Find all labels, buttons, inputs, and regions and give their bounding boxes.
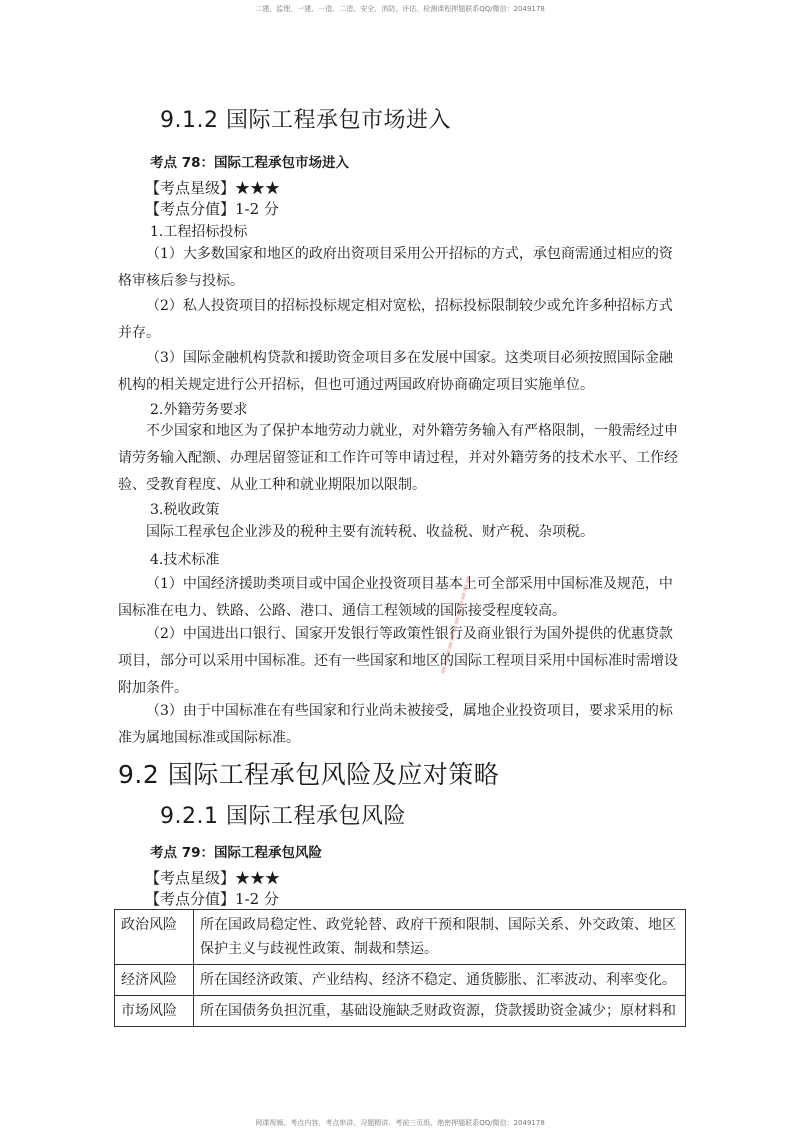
- risk-category-cell: 经济风险: [115, 965, 194, 996]
- paragraph-s1-3: （3）国际金融机构贷款和援助资金项目多在发展中国家。这类项目必须按照国际金融机构的相关规定进行公开招标，但也可通过两国政府协商确定项目实施单位。: [118, 350, 673, 393]
- paragraph-s3-1: 国际工程承包企业涉及的税种主要有流转税、收益税、财产税、杂项税。: [146, 524, 594, 540]
- risk-category-cell: 政治风险: [115, 910, 194, 965]
- watermark-mark: ▬▬▬▬▬▬▬▬▬▬▬▬: [437, 574, 475, 676]
- paragraph-s2-1: 不少国家和地区为了保护本地劳动力就业，对外籍劳务输入有严格限制，一般需经过申请劳务输入配额、办理居留签证和工作许可等申请过程，并对外籍劳务的技术水平、工作经验、受教育程度、从业工种和就业期限加以限制。: [118, 423, 678, 493]
- paragraph-s4-1: （1）中国经济援助类项目或中国企业投资项目基本上可全部采用中国标准及规范，中国标准在电力、铁路、公路、港口、通信工程领域的国际接受程度较高。: [118, 576, 673, 619]
- kaodian-78-stars: 【考点星级】★★★: [145, 179, 281, 197]
- kaodian-78-title: 考点 78：国际工程承包市场进入: [150, 155, 349, 171]
- subsection-heading-4: 4.技术标准: [150, 552, 220, 568]
- risk-content-cell: 所在国政局稳定性、政党轮替、政府干预和限制、国际关系、外交政策、地区保护主义与歧视性政策、制裁和禁运。: [194, 910, 686, 965]
- page-footer: 网课视频、考点内容、考点串讲、习题精讲、考前三页纸、绝密押题联系QQ/微信：2049178: [255, 1119, 545, 1127]
- kaodian-78-score: 【考点分值】1-2 分: [145, 200, 279, 218]
- table-row: [115, 965, 686, 996]
- risk-table: [114, 909, 686, 1027]
- paragraph-s4-2: （2）中国进出口银行、国家开发银行等政策性银行及商业银行为国外提供的优惠贷款项目，部分可以采用中国标准。还有一些国家和地区的国际工程项目采用中国标准时需增设附加条件。: [118, 626, 678, 696]
- subsection-heading-2: 2.外籍劳务要求: [150, 402, 248, 418]
- kaodian-79-title: 考点 79：国际工程承包风险: [150, 845, 322, 861]
- risk-content-cell: 所在国经济政策、产业结构、经济不稳定、通货膨胀、汇率波动、利率变化。: [194, 965, 686, 996]
- subsection-heading-3: 3.税收政策: [150, 502, 220, 518]
- section-heading-9-1-2: 9.1.2 国际工程承包市场进入: [160, 108, 451, 133]
- subsection-heading-1: 1.工程招标投标: [150, 224, 248, 240]
- table-row: [115, 996, 686, 1027]
- kaodian-79-score: 【考点分值】1-2 分: [145, 890, 279, 908]
- page-header: 二建、监理、一建、一造、二造、安全、消防、评估、检测课程押题联系QQ/微信：2049178: [255, 5, 545, 13]
- paragraph-s1-2: （2）私人投资项目的招标投标规定相对宽松，招标投标限制较少或允许多种招标方式并存。: [118, 298, 673, 341]
- section-heading-9-2: 9.2 国际工程承包风险及应对策略: [118, 760, 500, 789]
- paragraph-s1-1: （1）大多数国家和地区的政府出资项目采用公开招标的方式，承包商需通过相应的资格审核后参与投标。: [118, 246, 673, 289]
- risk-content-cell: 所在国债务负担沉重，基础设施缺乏财政资源，贷款援助资金减少；原材料和: [194, 996, 686, 1027]
- section-heading-9-2-1: 9.2.1 国际工程承包风险: [160, 804, 406, 829]
- paragraph-s4-3: （3）由于中国标准在有些国家和行业尚未被接受，属地企业投资项目，要求采用的标准为属地国标准或国际标准。: [118, 703, 673, 746]
- kaodian-79-stars: 【考点星级】★★★: [145, 869, 281, 887]
- risk-category-cell: 市场风险: [115, 996, 194, 1027]
- table-row: [115, 910, 686, 965]
